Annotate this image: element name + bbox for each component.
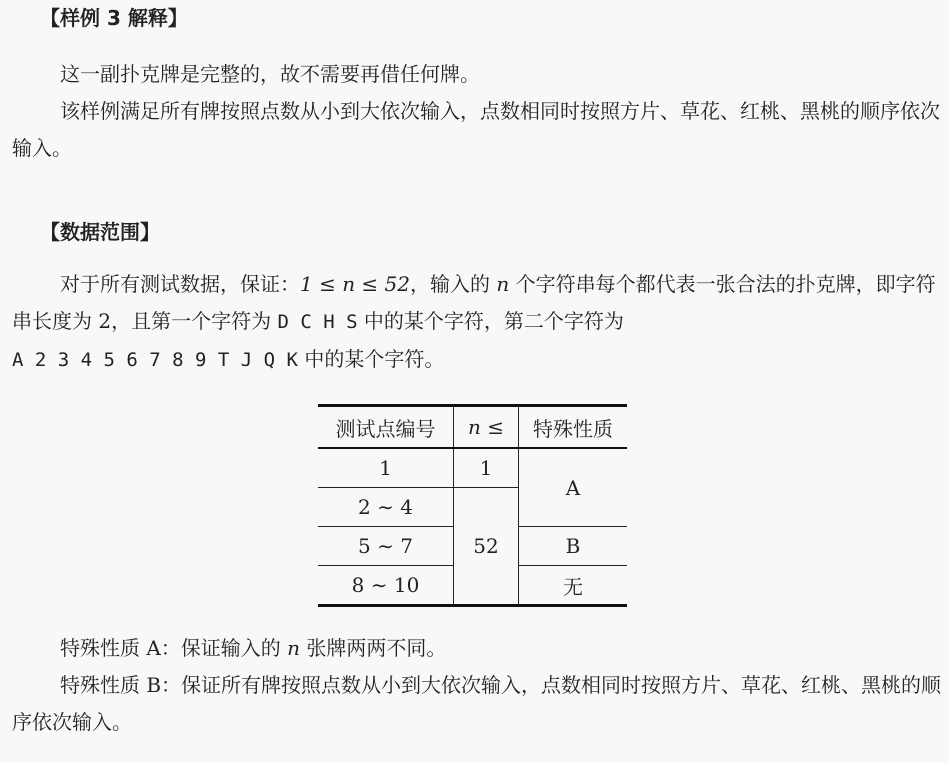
first-char-set: D C H S <box>277 311 358 333</box>
table-cell-n: 1 <box>454 448 519 488</box>
table-cell-property: A <box>519 448 628 527</box>
property-b-text: 特殊性质 B：保证所有牌按照点数从小到大依次输入，点数相同时按照方片、草花、红桃、黑桃的顺序依次输入。 <box>12 673 942 734</box>
table-row <box>318 448 627 488</box>
table-cell-case: 5 ∼ 7 <box>318 527 454 566</box>
table-header-n: n ≤ <box>454 406 519 449</box>
table-cell-n: 52 <box>454 488 519 606</box>
table-header-case: 测试点编号 <box>318 406 454 449</box>
data-range-paragraph: 对于所有测试数据，保证：1 ≤ n ≤ 52，输入的 n 个字符串每个都代表一张合法的扑克牌，即字符串长度为 2，且第一个字符为 D C H S 中的某个字符，第二个字符为 A 2 3 4 5 6 7 8 9 T J Q K 中的某个字符。 <box>12 272 936 371</box>
table-header-property: 特殊性质 <box>519 406 628 449</box>
second-char-set: A 2 3 4 5 6 7 8 9 T J Q K <box>12 349 298 371</box>
property-a-text: 特殊性质 A：保证输入的 n 张牌两两不同。 <box>60 636 447 660</box>
data-range-heading: 【数据范围】 <box>40 220 160 244</box>
table-cell-case: 1 <box>318 448 454 488</box>
table-cell-case: 8 ∼ 10 <box>318 566 454 606</box>
table-cell-property: 无 <box>519 566 628 606</box>
sample-explain-line2: 该样例满足所有牌按照点数从小到大依次输入，点数相同时按照方片、草花、红桃、黑桃的顺序依次输入。 <box>12 99 940 160</box>
sample-explain-line1: 这一副扑克牌是完整的，故不需要再借任何牌。 <box>60 62 480 86</box>
n-range-condition: 1 ≤ n ≤ 52 <box>300 272 410 296</box>
test-case-table <box>318 404 627 607</box>
table-cell-property: B <box>519 527 628 566</box>
sample-explain-heading: 【样例 3 解释】 <box>40 6 188 30</box>
table-cell-case: 2 ∼ 4 <box>318 488 454 527</box>
